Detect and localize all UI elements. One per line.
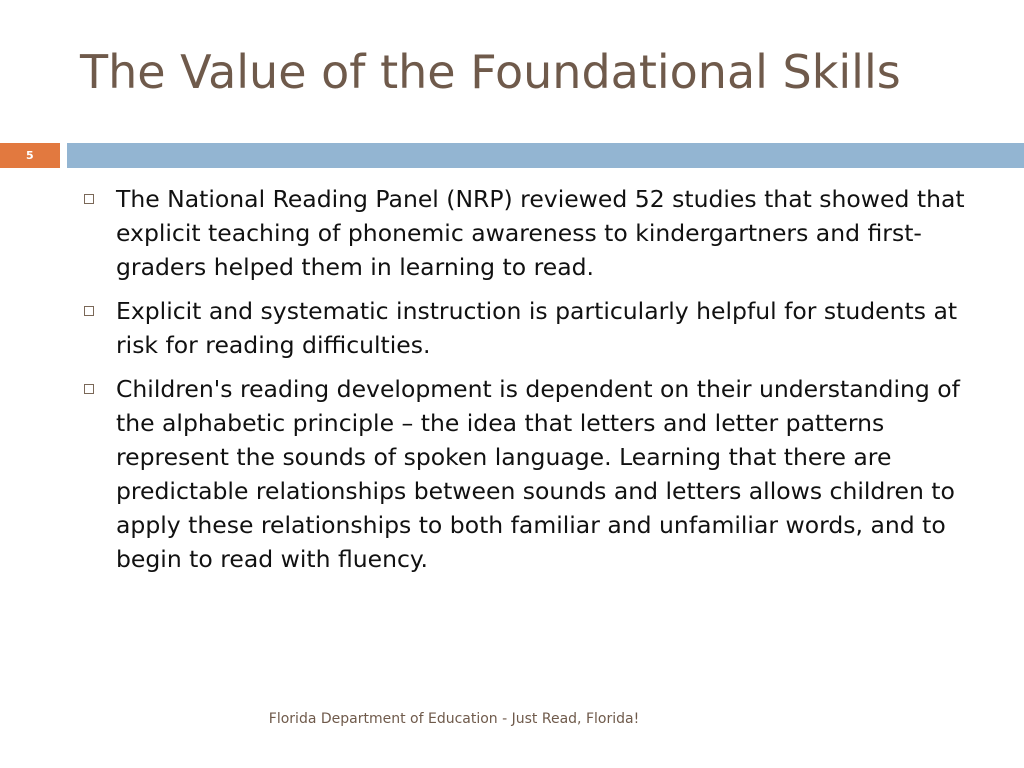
bullet-text: The National Reading Panel (NRP) reviewed 52 studies that showed that explicit teaching of phonemic awareness to kindergartners and first-graders helped them in learning to read. <box>116 185 965 281</box>
slide-footer: Florida Department of Education - Just Read, Florida! <box>268 711 640 727</box>
bullet-text: Children's reading development is dependent on their understanding of the alphabetic principle – the idea that letters and letter patterns represent the sounds of spoken language. Learning that there are predictable relationships between sounds and letters allows children to apply these relationships to both familiar and unfamiliar words, and to begin to read with fluency. <box>116 375 960 573</box>
header-rule-bar <box>67 143 1024 168</box>
square-bullet-icon <box>84 194 94 204</box>
bullet-item <box>82 372 967 576</box>
bullet-text: Explicit and systematic instruction is particularly helpful for students at risk for reading difficulties. <box>116 297 958 359</box>
slide-number-badge: 5 <box>0 143 60 168</box>
bullet-list <box>82 182 967 586</box>
square-bullet-icon <box>84 384 94 394</box>
slide-title: The Value of the Foundational Skills <box>80 45 901 99</box>
square-bullet-icon <box>84 306 94 316</box>
bullet-item <box>82 294 967 362</box>
bullet-item <box>82 182 967 284</box>
